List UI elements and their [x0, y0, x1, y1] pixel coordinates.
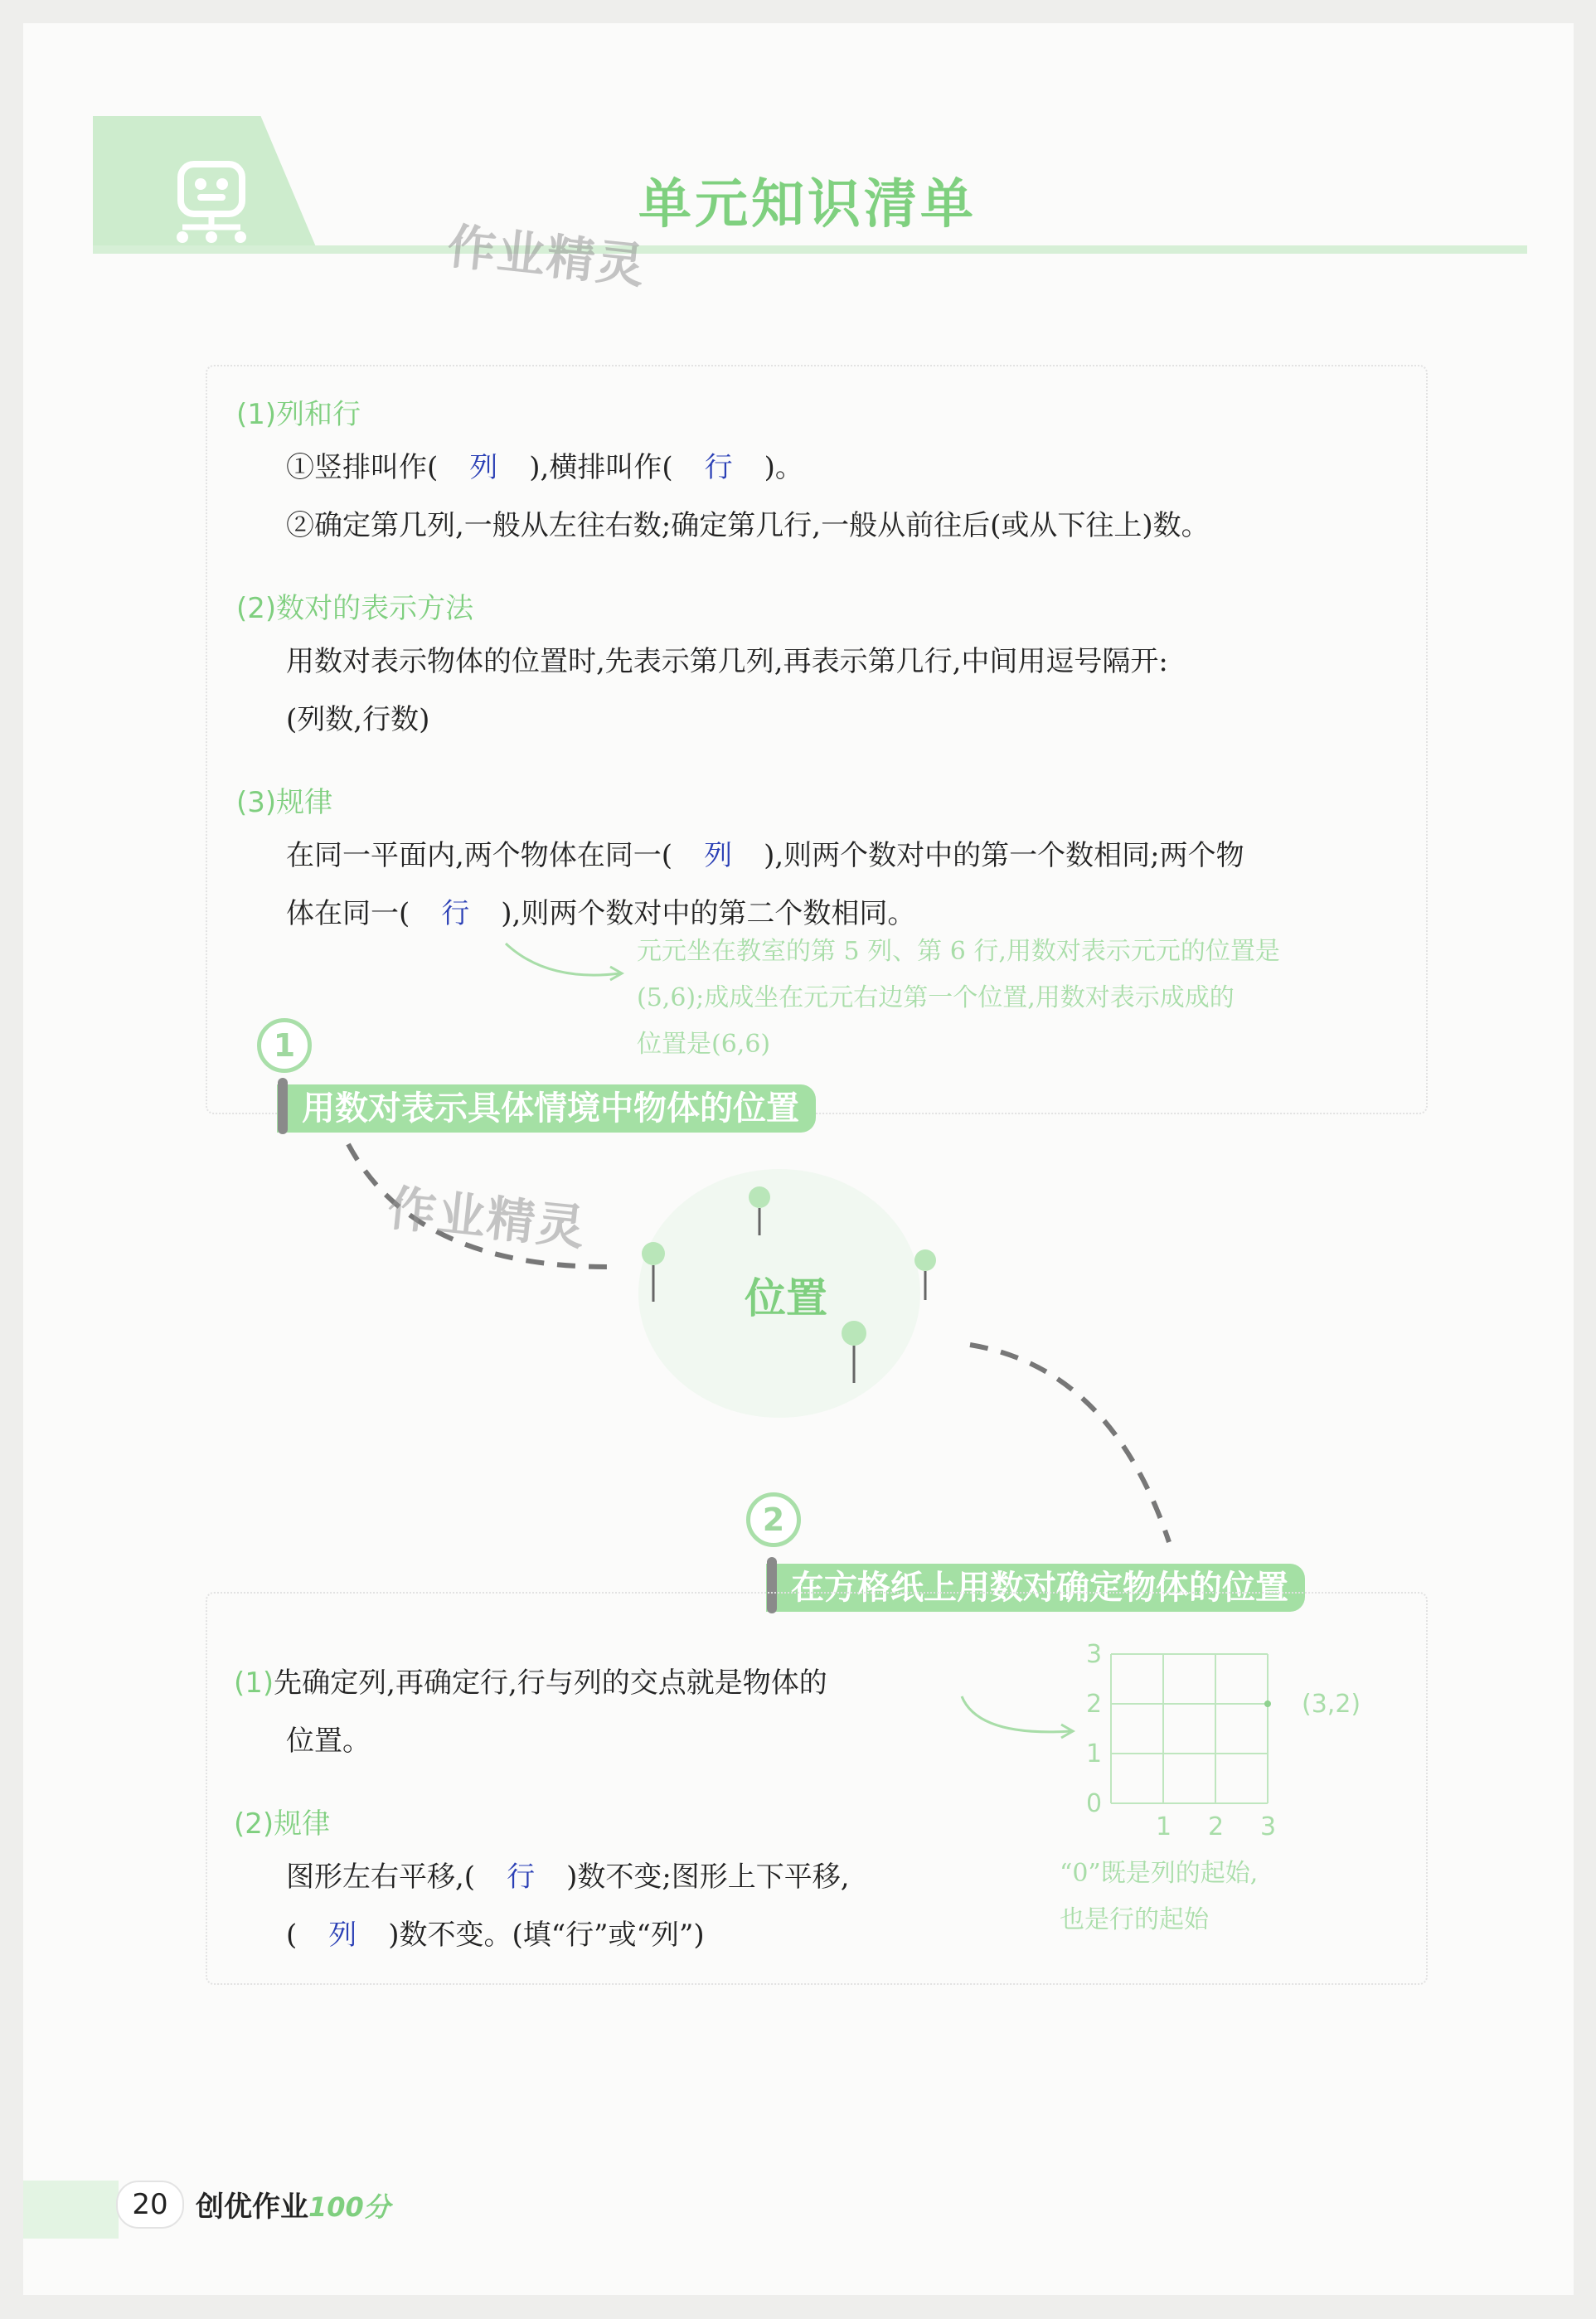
text: 先确定列,再确定行,行与列的交点就是物体的: [274, 1666, 827, 1700]
y-tick-label: 3: [1086, 1640, 1103, 1669]
page-title: 单元知识清单: [638, 174, 977, 235]
text-line: ②确定第几列,一般从左往右数;确定第几行,一般从前往后(或从下往上)数。: [286, 509, 1210, 542]
topic-number-badge: 2: [746, 1492, 801, 1547]
section-heading: (3)规律: [236, 786, 333, 819]
note-line: 也是行的起始: [1060, 1905, 1209, 1934]
page-number: 20: [116, 2181, 184, 2229]
footer-tab: [23, 2181, 119, 2239]
text: 体在同一(: [286, 897, 410, 930]
header-underline: [93, 245, 1527, 254]
footer-brand: [196, 2184, 391, 2224]
section-heading: (2)规律: [234, 1807, 331, 1841]
text: )。: [764, 451, 803, 484]
section-heading: (1): [234, 1666, 274, 1700]
note-line: “0”既是列的起始,: [1060, 1859, 1259, 1888]
x-tick-label: 2: [1208, 1812, 1225, 1841]
answer-fill: 行: [507, 1861, 536, 1894]
text-line: 位置。: [286, 1725, 371, 1758]
pin-stick: [278, 1078, 288, 1134]
text-line: [286, 827, 1244, 884]
text-line: [286, 439, 803, 496]
point-label: (3,2): [1302, 1690, 1361, 1719]
brand-score: 100分: [308, 2191, 391, 2223]
note-arrow-icon: [497, 937, 630, 987]
note-line: 元元坐在教室的第 5 列、第 6 行,用数对表示元元的位置是: [637, 937, 1280, 966]
y-tick-label: 1: [1086, 1739, 1103, 1768]
watermark: 作业精灵: [385, 1179, 589, 1257]
text-line: (列数,行数): [286, 703, 430, 736]
text: ),则两个数对中的第二个数相同。: [501, 897, 916, 930]
y-tick-label: 0: [1086, 1789, 1103, 1818]
brand-name: 创优作业: [196, 2190, 308, 2224]
note-line: 位置是(6,6): [637, 1030, 771, 1059]
answer-fill: 列: [704, 839, 733, 872]
example-note: [637, 929, 1280, 1068]
text: )数不变;图形上下平移,: [566, 1861, 850, 1894]
topic-banner: 用数对表示具体情境中物体的位置: [277, 1084, 816, 1133]
text: (: [286, 1919, 298, 1952]
text: ),则两个数对中的第一个数相同;两个物: [764, 839, 1244, 872]
grid-arrow-icon: [962, 1696, 1071, 1732]
topic-number-badge: 1: [257, 1018, 312, 1073]
x-tick-label: 1: [1156, 1812, 1172, 1841]
grid-point: [1264, 1700, 1271, 1707]
text-line: 用数对表示物体的位置时,先表示第几列,再表示第几行,中间用逗号隔开:: [286, 645, 1168, 678]
topic-banner: 在方格纸上用数对确定物体的位置: [766, 1564, 1305, 1612]
section-heading: (1)列和行: [236, 398, 361, 431]
knowledge-board-icon: [166, 158, 257, 249]
x-tick-label: 3: [1260, 1812, 1277, 1841]
grid-note: [1060, 1851, 1258, 1943]
note-line: (5,6);成成坐在元元右边第一个位置,用数对表示成成的: [637, 983, 1235, 1012]
center-title: 位置: [745, 1274, 827, 1322]
text: 图形左右平移,(: [286, 1861, 476, 1894]
text-line: [234, 1655, 827, 1711]
section-heading: (2)数对的表示方法: [236, 592, 474, 625]
text: ),横排叫作(: [529, 451, 673, 484]
answer-fill: 行: [704, 451, 733, 484]
answer-fill: 列: [328, 1919, 357, 1952]
coordinate-grid: [953, 1625, 1418, 1849]
text-line: [286, 1907, 705, 1963]
text-line: [286, 1849, 850, 1905]
text: )数不变。(填“行”或“列”): [388, 1919, 705, 1952]
y-tick-label: 2: [1086, 1690, 1103, 1719]
text: 在同一平面内,两个物体在同一(: [286, 839, 673, 872]
watermark: 作业精灵: [444, 217, 649, 295]
answer-fill: 行: [441, 897, 470, 930]
text: ①竖排叫作(: [286, 451, 439, 484]
answer-fill: 列: [469, 451, 498, 484]
